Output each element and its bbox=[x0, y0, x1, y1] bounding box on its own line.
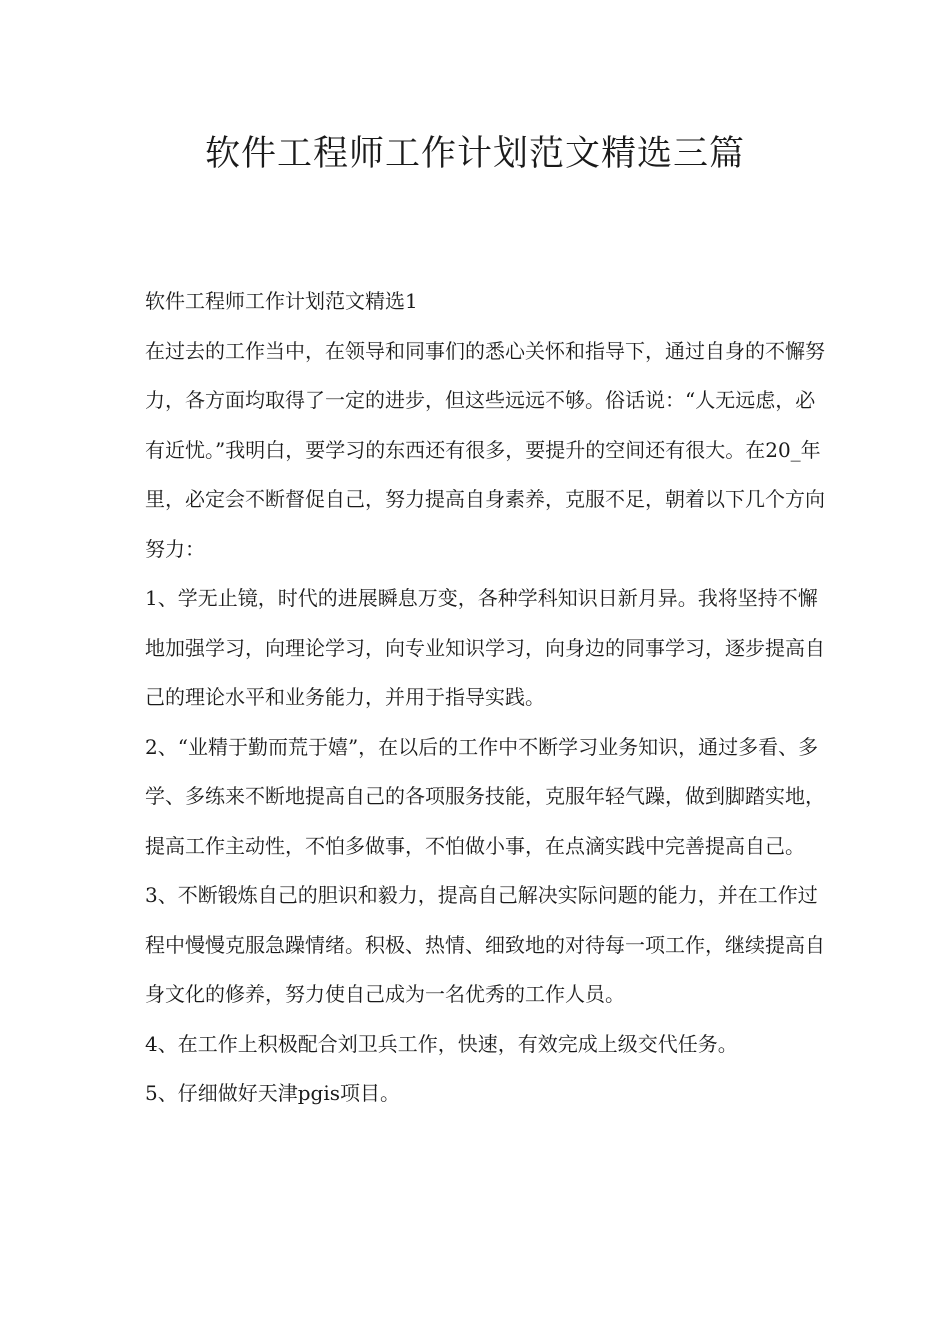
paragraph-item-5: 5、仔细做好天津pgis项目。 bbox=[145, 1081, 400, 1105]
section-heading: 软件工程师工作计划范文精选1 bbox=[145, 289, 418, 313]
paragraph-item-4: 4、在工作上积极配合刘卫兵工作，快速，有效完成上级交代任务。 bbox=[145, 1031, 738, 1056]
paragraph-intro: 在过去的工作当中，在领导和同事们的悉心关怀和指导下，通过自身的不懈努力，各方面均取得了一定的进步，但这些远远不够。俗话说：“人无远虑，必有近忧。”我明白，要学习的东西还有很多，要提升的空间还有很大。在20_年里，必定会不断督促自己，努力提高自身素养，克服不足，朝着以下几个方向努力： bbox=[145, 338, 825, 561]
document-title: 软件工程师工作计划范文精选三篇 bbox=[204, 134, 745, 174]
paragraph-item-1: 1、学无止镜，时代的进展瞬息万变，各种学科知识日新月异。我将坚持不懈地加强学习，向理论学习，向专业知识学习，向身边的同事学习，逐步提高自己的理论水平和业务能力，并用于指导实践。 bbox=[145, 586, 825, 709]
paragraph-item-2: 2、“业精于勤而荒于嬉”，在以后的工作中不断学习业务知识，通过多看、多学、多练来不断地提高自己的各项服务技能，克服年轻气躁，做到脚踏实地，提高工作主动性，不怕多做事，不怕做小事，在点滴实践中完善提高自己。 bbox=[145, 734, 825, 858]
document-body bbox=[145, 277, 825, 1119]
paragraph-item-3: 3、不断锻炼自己的胆识和毅力，提高自己解决实际问题的能力，并在工作过程中慢慢克服急躁情绪。积极、热情、细致地的对待每一项工作，继续提高自身文化的修养，努力使自己成为一名优秀的工作人员。 bbox=[145, 883, 825, 1006]
